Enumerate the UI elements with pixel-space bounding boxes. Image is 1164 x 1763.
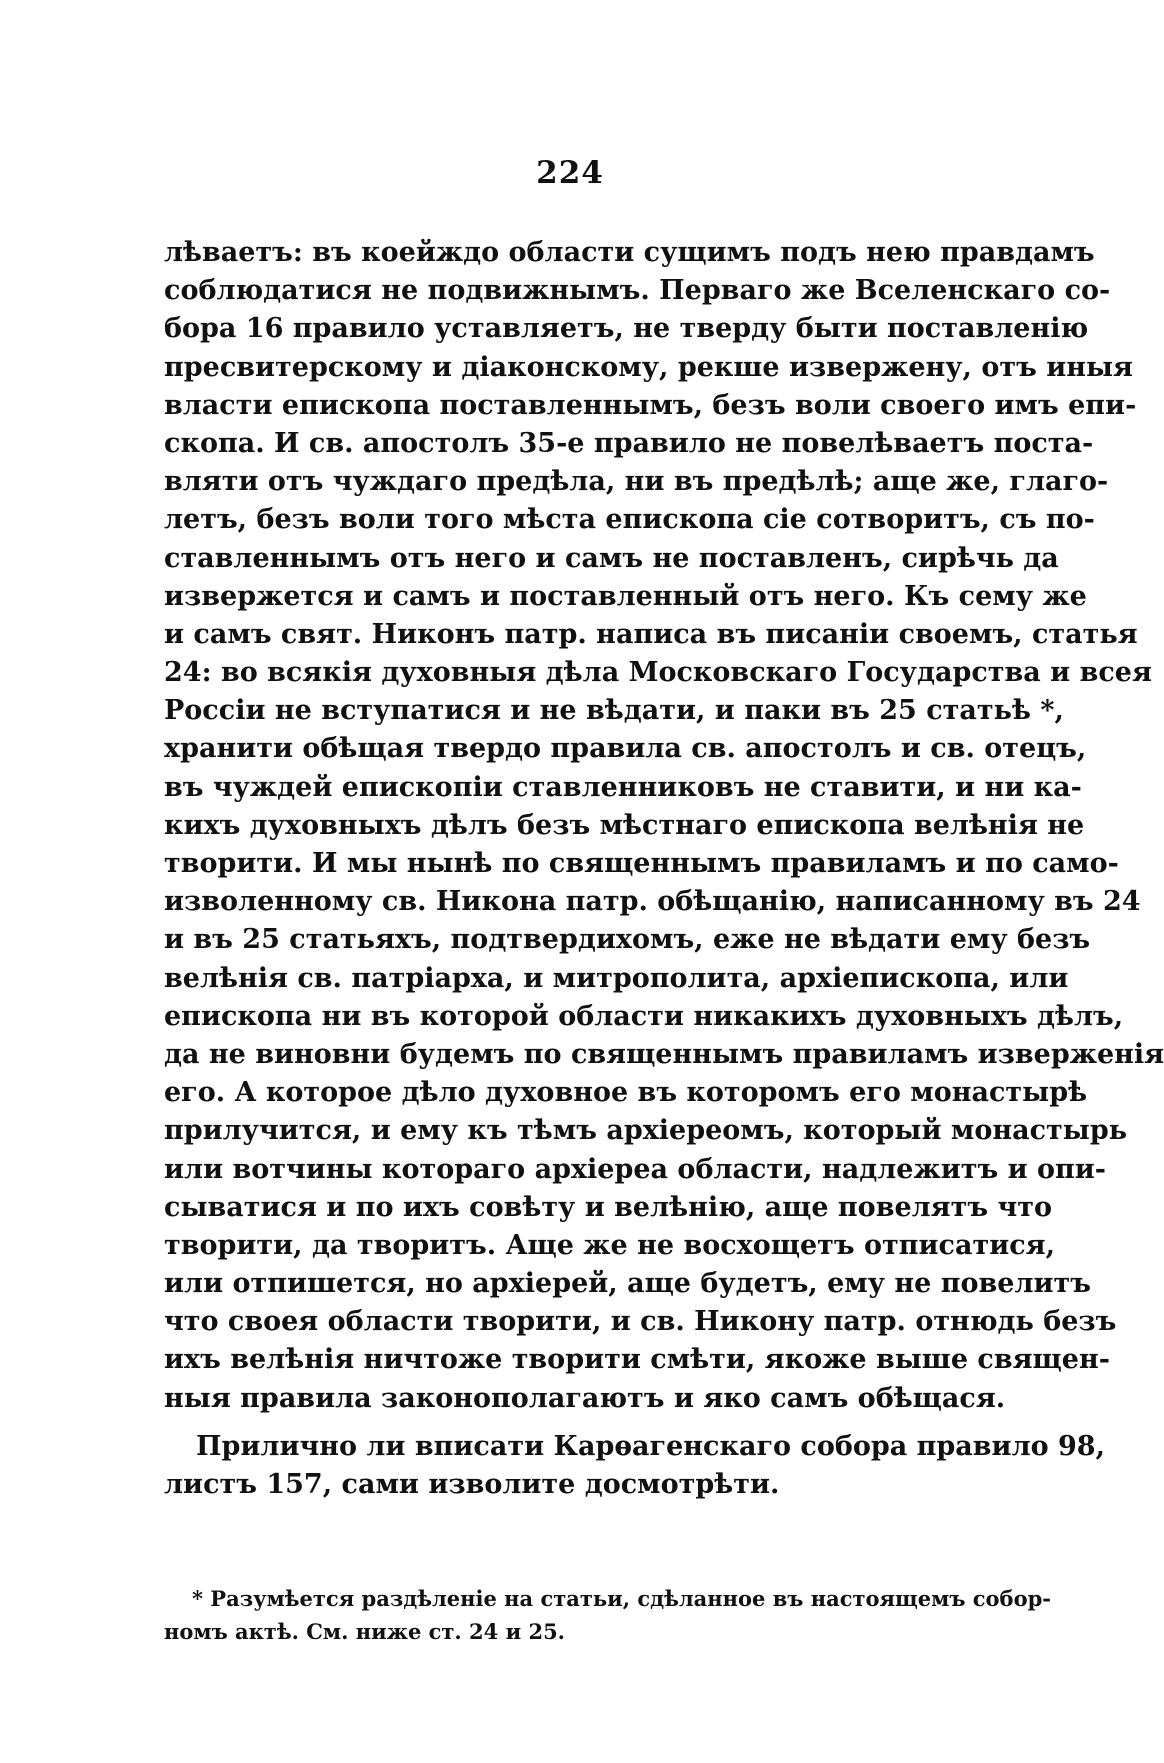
text-line: или отпишется, но архіерей, аще будетъ, ему не повелитъ xyxy=(164,1268,1091,1300)
text-line: что своея области творити, и св. Никону патр. отнюдь безъ xyxy=(164,1306,1117,1338)
text-line: кихъ духовныхъ дѣлъ безъ мѣстнаго епископа велѣнія не xyxy=(164,809,1085,841)
text-line: вляти отъ чуждаго предѣла, ни въ предѣлѣ; аще же, глаго- xyxy=(164,466,1109,498)
text-line: хранити обѣщая твердо правила св. апостолъ и св. отецъ, xyxy=(164,733,1087,765)
text-line: власти епископа поставленнымъ, безъ воли своего имъ епи- xyxy=(164,389,1137,421)
text-line: велѣнія св. патріарха, и митрополита, архіепископа, или xyxy=(164,962,1069,994)
text-line: ихъ велѣнія ничтоже творити смѣти, якоже выше священ- xyxy=(164,1344,1110,1376)
text-line: изволенному св. Никона патр. обѣщанію, написанному въ 24 xyxy=(164,886,1141,918)
paragraph-gap xyxy=(164,1418,1004,1428)
text-line: сыватися и по ихъ совѣту и велѣнію, аще повелятъ что xyxy=(164,1191,1052,1223)
text-line: и самъ свят. Никонъ патр. написа въ писаніи своемъ, статья xyxy=(164,618,1138,650)
text-line: ныя правила законополагаютъ и яко самъ обѣщася. xyxy=(164,1382,1006,1414)
text-line: творити, да творитъ. Аще же не восхощетъ отписатися, xyxy=(164,1229,1056,1261)
text-line: бора 16 правило уставляетъ, не тверду быти поставленію xyxy=(164,313,1089,345)
text-line: извержется и самъ и поставленный отъ него. Къ сему же xyxy=(164,580,1087,612)
text-line: пресвитерскому и діаконскому, рекше извержену, отъ иныя xyxy=(164,351,1134,383)
text-line: летъ, безъ воли того мѣста епископа сіе сотворитъ, съ по- xyxy=(164,504,1095,536)
text-line: ставленнымъ отъ него и самъ не поставленъ, сирѣчь да xyxy=(164,542,1059,574)
footnote-line: номъ актѣ. См. ниже ст. 24 и 25. xyxy=(164,1619,565,1644)
text-line: скопа. И св. апостолъ 35-е правило не повелѣваетъ поста- xyxy=(164,427,1094,459)
text-line: лѣваетъ: въ коейждо области сущимъ подъ нею правдамъ xyxy=(164,237,1095,268)
text-line: Прилично ли вписати Карѳагенскаго собора правило 98, xyxy=(196,1430,1105,1462)
page-number: 224 xyxy=(536,155,604,191)
footnote-line: * Разумѣется раздѣленіе на статьи, сдѣланное въ настоящемъ собор- xyxy=(192,1586,1051,1611)
text-line: да не виновни будемъ по священнымъ правиламъ изверженія xyxy=(164,1038,1164,1070)
text-line: Россіи не вступатися и не вѣдати, и паки въ 25 статьѣ *, xyxy=(164,695,1064,727)
text-line: 24: во всякія духовныя дѣла Московскаго Государства и всея xyxy=(164,657,1152,689)
text-line: листъ 157, сами изволите досмотрѣти. xyxy=(164,1469,780,1500)
text-line: или вотчины котораго архіереа области, надлежитъ и опи- xyxy=(164,1153,1107,1185)
text-line: соблюдатися не подвижнымъ. Перваго же Вселенскаго со- xyxy=(164,275,1111,307)
text-line: епископа ни въ которой области никакихъ духовныхъ дѣлъ, xyxy=(164,1000,1124,1032)
text-line: и въ 25 статьяхъ, подтвердихомъ, еже не вѣдати ему безъ xyxy=(164,924,1091,956)
text-line: въ чуждей епископіи ставленниковъ не ставити, и ни ка- xyxy=(164,771,1082,803)
text-line: творити. И мы нынѣ по священнымъ правиламъ и по само- xyxy=(164,848,1119,879)
text-line: прилучится, и ему къ тѣмъ архіереомъ, который монастырь xyxy=(164,1115,1128,1147)
text-line: его. А которое дѣло духовное въ которомъ его монастырѣ xyxy=(164,1077,1088,1109)
main-text xyxy=(164,234,1164,1504)
footnote xyxy=(164,1582,1051,1648)
